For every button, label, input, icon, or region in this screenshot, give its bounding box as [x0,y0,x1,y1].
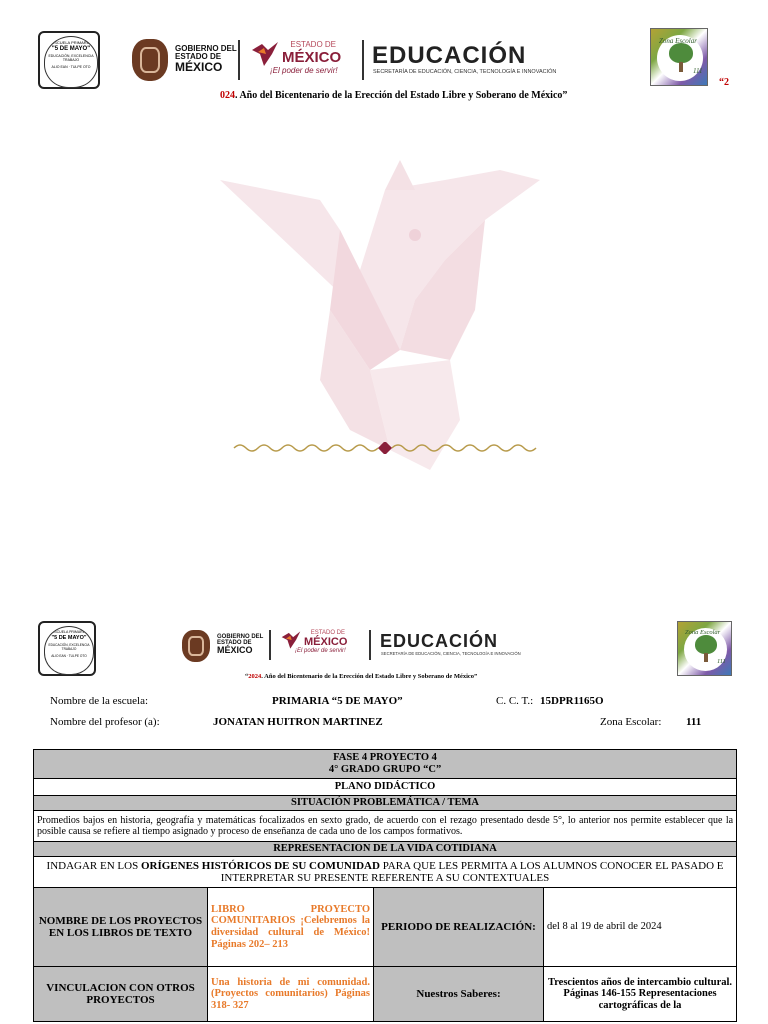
situacion-title-cell: SITUACIÓN PROBLEMÁTICA / TEMA [34,796,737,811]
ornament-border [232,442,538,454]
zona-escolar-logo-2: Zona Escolar 111 [677,621,732,676]
vinculacion-label: VINCULACION CON OTROS PROYECTOS [34,967,208,1022]
table-row [34,888,737,967]
cct-value: 15DPR1165O [540,695,604,707]
libro-proyecto-cell: LIBRO PROYECTO COMUNITARIOS ¡Celebremos la diversidad cultural de México! Páginas 202– 213 [208,888,374,967]
gobierno-text: GOBIERNO DEL ESTADO DE MÉXICO [175,44,237,74]
header-divider-2 [362,40,364,80]
teacher-label: Nombre del profesor (a): [50,716,160,728]
edomex-brand: ESTADO DE MÉXICO ¡El poder de servir! [270,40,342,75]
page2-motto: “2024. Año del Bicentenario de la Erección del Estado Libre y Soberano de México” [245,673,478,680]
hummingbird-watermark-icon [200,160,560,490]
teacher-value: JONATAN HUITRON MARTINEZ [213,716,383,728]
periodo-value: del 8 al 19 de abril de 2024 [544,888,737,967]
periodo-label: PERIODO DE REALIZACIÓN: [374,888,544,967]
edomex-brand-2: ESTADO DE MÉXICO ¡El poder de servir! [295,630,348,654]
educacion-title: EDUCACIÓN [372,42,527,69]
table-row [34,967,737,1022]
zona-escolar-logo: Zona Escolar 111 [650,28,708,86]
saberes-label: Nuestros Saberes: [374,967,544,1022]
zone-value: 111 [686,716,702,728]
representacion-title-cell: REPRESENTACION DE LA VIDA COTIDIANA [34,842,737,857]
zone-label: Zona Escolar: [600,716,662,728]
table-row [34,857,737,888]
gobierno-text-2: GOBIERNO DEL ESTADO DE MÉXICO [217,634,264,655]
state-coat-of-arms-icon-2 [182,630,210,662]
fase-cell: FASE 4 PROYECTO 4 4° GRADO GRUPO “C” [34,750,737,779]
saberes-value: Trescientos años de intercambio cultural. Páginas 146-155 Representaciones cartográficas de la [544,967,737,1022]
table-row [34,796,737,811]
school-name-value: PRIMARIA “5 DE MAYO” [272,695,403,707]
plan-table [33,749,737,1022]
educacion-title-2: EDUCACIÓN [380,631,499,651]
state-coat-of-arms-icon [132,39,168,81]
page1-motto: 024. Año del Bicentenario de la Erección del Estado Libre y Soberano de México” [220,90,568,101]
header-divider [238,40,240,80]
school-seal-logo-2: ESCUELA PRIMARIA "5 DE MAYO" EDUCACIÓN, EXCELENCIA TRABAJO ALIO EAN · TULPE OTO [38,621,96,676]
cct-label: C. C. T.: [496,695,534,707]
header-divider-3 [269,630,271,660]
vinculacion-text-cell: Una historia de mi comunidad. (Proyectos comunitarios) Páginas 318- 327 [208,967,374,1022]
page1-motto-right: “2 [719,77,729,88]
nombre-proyectos-label: NOMBRE DE LOS PROYECTOS EN LOS LIBROS DE TEXTO [34,888,208,967]
educacion-subtitle-2: SECRETARÍA DE EDUCACIÓN, CIENCIA, TECNOLOGÍA E INNOVACIÓN [381,651,521,656]
situacion-text-cell: Promedios bajos en historia, geografía y matemáticas focalizados en sexto grado, de acuerdo con el rezago presentado desde 5°, lo anterior nos permite establecer que la posible causa se refiere al tiempo asignado y proceso de enseñanza de cada uno de los campos formativos. [34,811,737,842]
school-name-label: Nombre de la escuela: [50,695,149,707]
plano-cell: PLANO DIDÁCTICO [34,779,737,796]
indagar-cell: INDAGAR EN LOS ORÍGENES HISTÓRICOS DE SU COMUNIDAD PARA QUE LES PERMITA A LOS ALUMNOS CONOCER EL PASADO E INTERPRETAR SU PRESENTE REFERENTE A SU CONTEXTUALES [34,857,737,888]
table-row [34,811,737,842]
table-row [34,750,737,779]
table-row [34,779,737,796]
educacion-subtitle: SECRETARÍA DE EDUCACIÓN, CIENCIA, TECNOLOGÍA E INNOVACIÓN [373,69,557,75]
table-row [34,842,737,857]
school-seal-logo: ESCUELA PRIMARIA "5 DE MAYO" EDUCACIÓN, EXCELENCIA TRABAJO ALIO EAN · TULPE OTO [38,31,100,89]
header-divider-4 [369,630,371,660]
